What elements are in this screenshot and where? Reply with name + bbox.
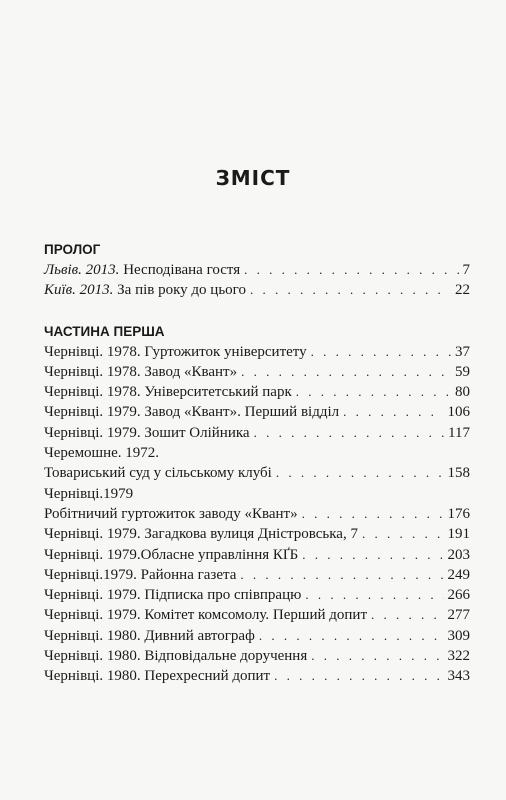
toc-entry xyxy=(44,585,470,605)
toc-entry-title xyxy=(44,443,159,463)
toc-entry-title xyxy=(44,423,250,443)
dot-leader xyxy=(244,260,458,280)
toc-entry xyxy=(44,646,470,666)
toc-entry-text: Чернівці. 1978. Гуртожиток університету xyxy=(44,343,307,360)
toc-entry-text: Чернівці.1979 xyxy=(44,485,134,502)
toc-entry xyxy=(44,605,470,625)
dot-leader xyxy=(311,342,451,362)
toc-entry-title xyxy=(44,402,339,422)
toc-entry-text: Чернівці.1979. Районна газета xyxy=(44,566,237,583)
toc-entry-text: Чернівці. 1979. Зошит Олійника xyxy=(44,424,250,441)
dot-leader xyxy=(240,565,443,585)
toc-entry xyxy=(44,545,470,565)
toc-entry-text: Чернівці. 1979. Підписка про співпрацю xyxy=(44,587,302,604)
toc-entry-title xyxy=(44,524,358,544)
dot-leader xyxy=(241,362,451,382)
toc-entry-page-number: 277 xyxy=(447,607,470,624)
toc-entry-page-number: 80 xyxy=(455,384,470,401)
dot-leader xyxy=(343,402,443,422)
dot-leader xyxy=(296,382,451,402)
section-heading-part-one: ЧАСТИНА ПЕРША xyxy=(44,323,165,339)
toc-entry-text: Робітничий гуртожиток заводу «Квант» xyxy=(44,505,298,522)
toc-entry xyxy=(44,484,470,504)
toc-entry-title xyxy=(44,666,270,686)
toc-entry-text: За пів року до цього xyxy=(113,282,246,299)
toc-entry xyxy=(44,504,470,524)
dot-leader xyxy=(250,280,451,300)
toc-entry-title xyxy=(44,626,255,646)
toc-entry-title xyxy=(44,382,292,402)
toc-entry xyxy=(44,402,470,422)
toc-entry-page-number: 203 xyxy=(447,546,470,563)
toc-entry xyxy=(44,443,470,463)
toc-entry-page-number: 309 xyxy=(447,627,470,644)
toc-entry xyxy=(44,382,470,402)
toc-entry xyxy=(44,280,470,300)
toc-entry-title xyxy=(44,362,237,382)
toc-entry xyxy=(44,524,470,544)
toc-entry xyxy=(44,666,470,686)
dot-leader xyxy=(305,585,443,605)
dot-leader xyxy=(254,423,444,443)
dot-leader xyxy=(302,504,444,524)
toc-entry-text: Чернівці. 1978. Університетський парк xyxy=(44,384,292,401)
dot-leader xyxy=(362,524,444,544)
toc-entry xyxy=(44,565,470,585)
toc-entry-page-number: 59 xyxy=(455,363,470,380)
toc-entry-place: Львів. 2013. xyxy=(44,262,120,278)
toc-entry-title xyxy=(44,463,272,483)
toc-entry xyxy=(44,463,470,483)
page-title: ЗМІСТ xyxy=(215,166,291,190)
toc-entry-text: Чернівці. 1980. Дивний автограф xyxy=(44,627,255,644)
toc-entry-page-number: 158 xyxy=(447,465,470,482)
toc-entry-title xyxy=(44,545,298,565)
toc-entry xyxy=(44,342,470,362)
toc-entry-text: Товариський суд у сільському клубі xyxy=(44,465,272,482)
toc-entry-title xyxy=(44,484,133,504)
toc-entry-title xyxy=(44,565,236,585)
dot-leader xyxy=(371,605,444,625)
toc-entry-title xyxy=(44,504,298,524)
toc-entry xyxy=(44,260,470,280)
toc-entry-page-number: 176 xyxy=(447,505,470,522)
toc-entry-page-number: 7 xyxy=(462,262,470,278)
toc-entry-text: Чернівці. 1980. Перехресний допит xyxy=(44,668,271,685)
toc-entry-page-number: 322 xyxy=(447,648,470,665)
dot-leader xyxy=(276,463,444,483)
toc-entry-title xyxy=(44,585,301,605)
toc-entry-text: Черемошне. 1972. xyxy=(44,445,160,462)
toc-entry-page-number: 191 xyxy=(447,526,470,543)
toc-entry-page-number: 22 xyxy=(455,282,470,299)
dot-leader xyxy=(274,666,443,686)
dot-leader xyxy=(259,626,444,646)
toc-entry xyxy=(44,362,470,382)
toc-entry-text: Чернівці. 1979. Завод «Квант». Перший відділ xyxy=(44,404,340,421)
table-of-contents xyxy=(44,240,470,687)
toc-entry xyxy=(44,423,470,443)
prologue-entries xyxy=(44,260,470,301)
toc-entry xyxy=(44,626,470,646)
toc-entry-title xyxy=(44,605,367,625)
toc-entry-text: Несподівана гостя xyxy=(119,262,241,278)
toc-entry-place: Київ. 2013. xyxy=(44,282,114,299)
toc-entry-title xyxy=(44,646,307,666)
section-heading-prologue: ПРОЛОГ xyxy=(44,242,101,257)
toc-entry-text: Чернівці. 1978. Завод «Квант» xyxy=(44,363,238,380)
toc-entry-text: Чернівці. 1979. Загадкова вулиця Дністровська, 7 xyxy=(44,526,358,543)
toc-entry-page-number: 106 xyxy=(447,404,470,421)
part-one-entries xyxy=(44,342,470,687)
dot-leader xyxy=(311,646,443,666)
toc-entry-page-number: 117 xyxy=(448,424,470,441)
dot-leader xyxy=(302,545,443,565)
toc-entry-page-number: 266 xyxy=(447,587,470,604)
toc-entry-text: Чернівці. 1980. Відповідальне доручення xyxy=(44,648,308,665)
toc-entry-page-number: 249 xyxy=(447,566,470,583)
toc-entry-page-number: 343 xyxy=(447,668,470,685)
toc-entry-title xyxy=(44,260,240,280)
toc-entry-text: Чернівці. 1979. Комітет комсомолу. Перший допит xyxy=(44,607,367,624)
toc-entry-title xyxy=(44,280,246,300)
toc-entry-text: Чернівці. 1979.Обласне управління КҐБ xyxy=(44,546,299,563)
toc-entry-page-number: 37 xyxy=(455,343,470,360)
toc-entry-title xyxy=(44,342,307,362)
